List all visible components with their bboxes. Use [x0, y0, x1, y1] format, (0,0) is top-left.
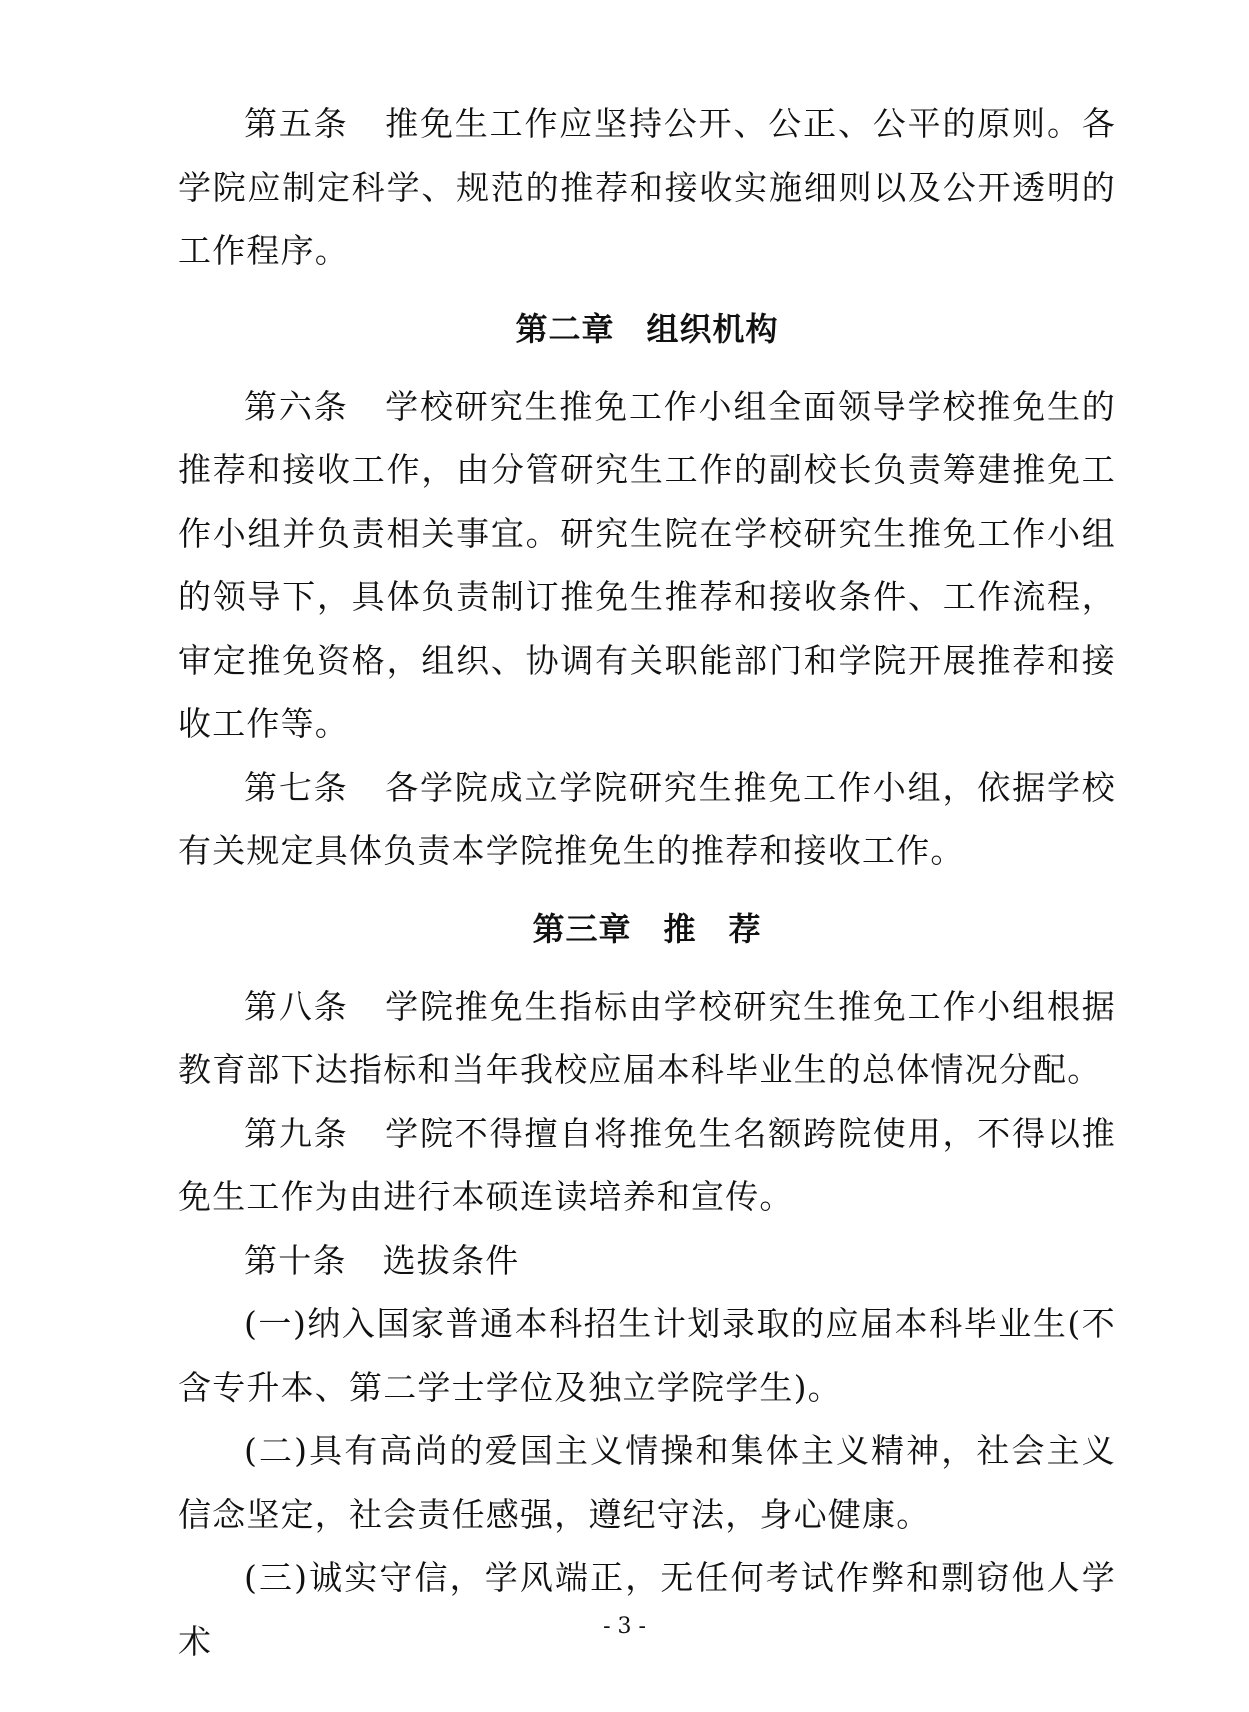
- page-number: - 3 -: [603, 1614, 646, 1639]
- article-text: 学院不得擅自将推免生名额跨院使用，不得以推免生工作为由进行本硕连读培养和宣传。: [178, 1113, 1116, 1216]
- chapter-2-heading: [178, 283, 1116, 375]
- article-label: 第五条: [244, 104, 349, 143]
- article-label: 第十条: [244, 1240, 347, 1280]
- article-label: 第八条: [244, 986, 349, 1026]
- chapter-title: 组织机构: [646, 309, 779, 348]
- article-text: 学院推免生指标由学校研究生推免工作小组根据教育部下达指标和当年我校应届本科毕业生的总体情况分配。: [178, 986, 1116, 1089]
- article-6: [178, 375, 1116, 756]
- chapter-title-char-1: 推: [663, 909, 697, 948]
- chapter-title-char-2: 荐: [728, 909, 762, 948]
- article-8: [178, 975, 1116, 1102]
- article-5: [178, 92, 1116, 283]
- condition-item-2: (二)具有高尚的爱国主义情操和集体主义精神，社会主义信念坚定，社会责任感强，遵纪守法，身心健康。: [178, 1431, 1116, 1534]
- chapter-label: 第三章: [532, 909, 632, 948]
- chapter-label: 第二章: [515, 309, 615, 348]
- article-text: 学校研究生推免工作小组全面领导学校推免生的推荐和接收工作，由分管研究生工作的副校长负责筹建推免工作小组并负责相关事宜。研究生院在学校研究生推免工作小组的领导下，具体负责制订推免生推荐和接收条件、工作流程，审定推免资格，组织、协调有关职能部门和学院开展推荐和接收工作等。: [178, 386, 1116, 743]
- condition-item-1: (一)纳入国家普通本科招生计划录取的应届本科毕业生(不含专升本、第二学士学位及独立学院学生)。: [178, 1304, 1116, 1407]
- article-label: 第六条: [244, 386, 349, 426]
- article-label: 第九条: [244, 1113, 349, 1153]
- document-body: [178, 92, 1116, 1673]
- article-text: 推免生工作应坚持公开、公正、公平的原则。各学院应制定科学、规范的推荐和接收实施细则以及公开透明的工作程序。: [178, 104, 1116, 270]
- article-10: [178, 1229, 1116, 1293]
- article-label: 第七条: [244, 767, 349, 807]
- chapter-3-heading: [178, 883, 1116, 975]
- condition-item-3: (三)诚实守信，学风端正，无任何考试作弊和剽窃他人学术: [178, 1558, 1116, 1661]
- article-9: [178, 1102, 1116, 1229]
- article-text: 选拔条件: [382, 1240, 520, 1280]
- article-7: [178, 756, 1116, 883]
- article-text: 各学院成立学院研究生推免工作小组，依据学校有关规定具体负责本学院推免生的推荐和接收工作。: [178, 767, 1116, 870]
